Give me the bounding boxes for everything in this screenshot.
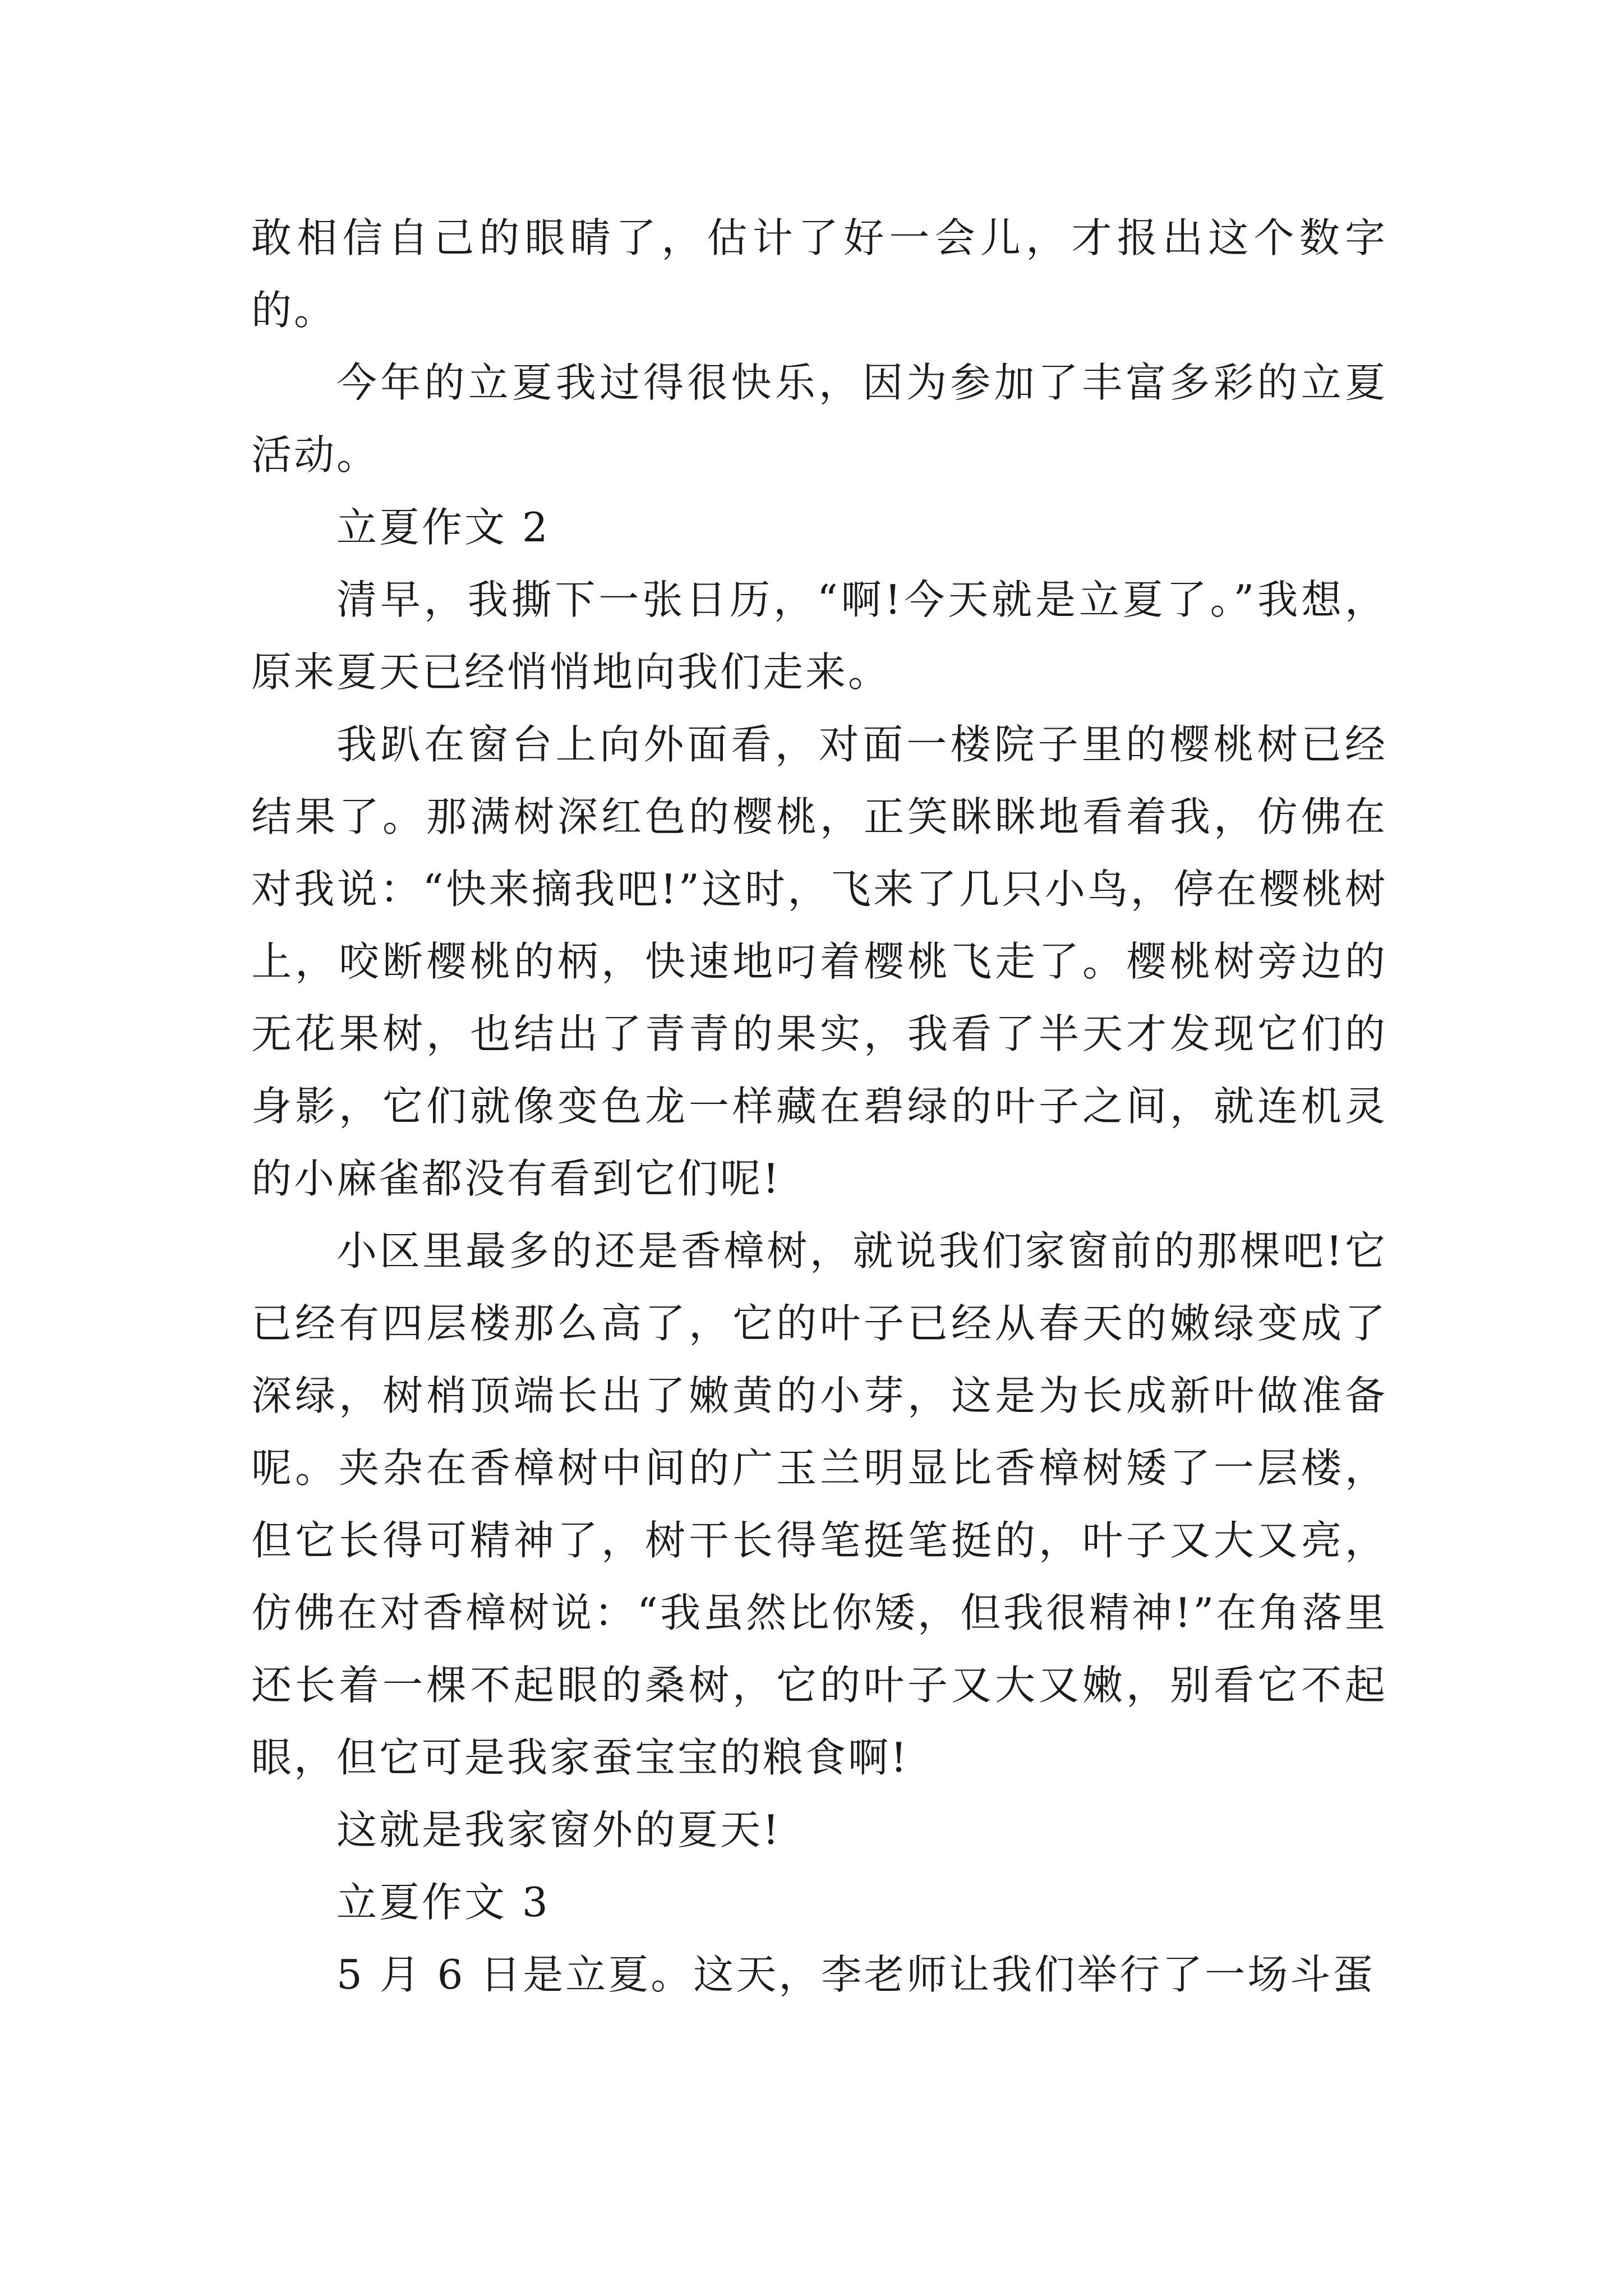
document-body [251, 202, 1387, 2011]
paragraph: 我趴在窗台上向外面看，对面一楼院子里的樱桃树已经结果了。那满树深红色的樱桃，正笑眯眯地看着我，仿佛在对我说：“快来摘我吧!”这时，飞来了几只小鸟，停在樱桃树上，咬断樱桃的柄，快速地叼着樱桃飞走了。樱桃树旁边的无花果树，也结出了青青的果实，我看了半天才发现它们的身影，它们就像变色龙一样藏在碧绿的叶子之间，就连机灵的小麻雀都没有看到它们呢! [251, 721, 1387, 1202]
paragraph: 今年的立夏我过得很快乐，因为参加了丰富多彩的立夏活动。 [251, 359, 1387, 478]
paragraph: 5 月 6 日是立夏。这天，李老师让我们举行了一场斗蛋 [336, 1951, 1376, 1998]
paragraph: 清早，我撕下一张日历，“啊!今天就是立夏了。”我想，原来夏天已经悄悄地向我们走来。 [251, 576, 1387, 696]
paragraph-continuation: 敢相信自己的眼睛了，估计了好一会儿，才报出这个数字的。 [251, 214, 1387, 334]
section-heading: 立夏作文 3 [336, 1879, 550, 1926]
paragraph: 这就是我家窗外的夏天! [336, 1806, 781, 1853]
section-heading: 立夏作文 2 [336, 504, 550, 551]
paragraph: 小区里最多的还是香樟树，就说我们家窗前的那棵吧!它已经有四层楼那么高了，它的叶子已经从春天的嫩绿变成了深绿，树梢顶端长出了嫩黄的小芽，这是为长成新叶做准备呢。夹杂在香樟树中间的广玉兰明显比香樟树矮了一层楼，但它长得可精神了，树干长得笔挺笔挺的，叶子又大又亮，仿佛在对香樟树说：“我虽然比你矮，但我很精神!”在角落里还长着一棵不起眼的桑树，它的叶子又大又嫩，别看它不起眼，但它可是我家蚕宝宝的粮食啊! [251, 1227, 1387, 1781]
